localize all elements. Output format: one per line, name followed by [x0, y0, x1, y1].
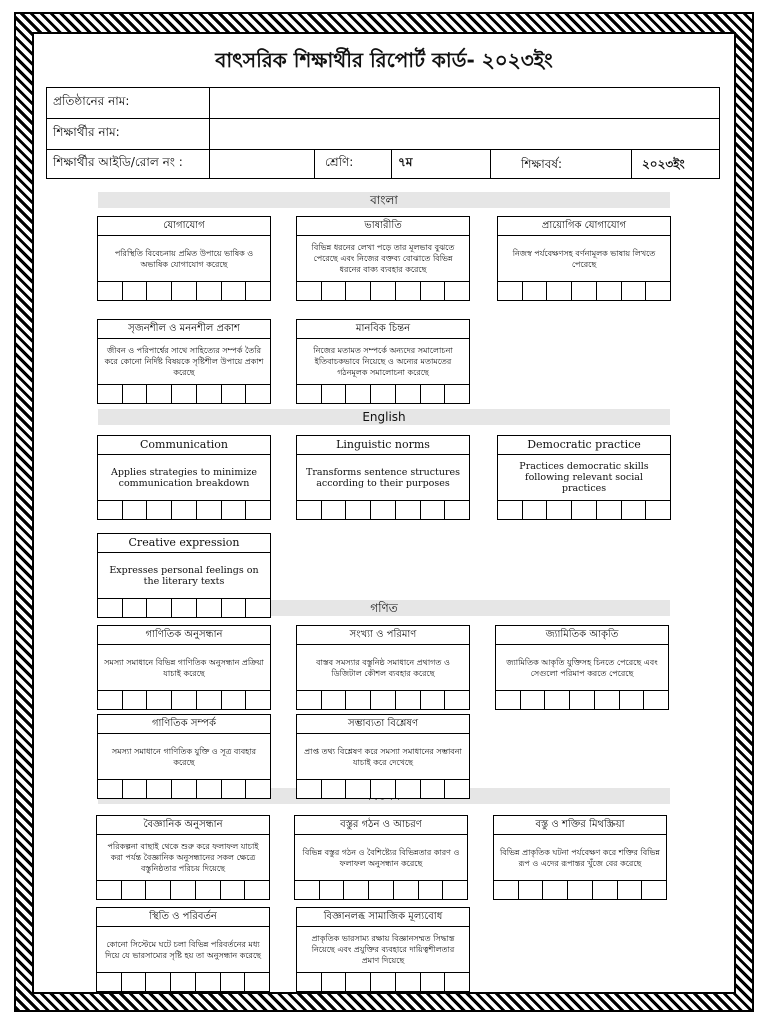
rating-cell[interactable] — [197, 780, 222, 798]
rating-cell[interactable] — [197, 385, 222, 403]
rating-cell[interactable] — [396, 780, 421, 798]
class-label: শ্রেণি: — [315, 150, 392, 179]
competency-title: Linguistic norms — [297, 436, 469, 455]
competency-title: সৃজনশীল ও মননশীল প্রকাশ — [98, 320, 270, 339]
student-id-field[interactable] — [210, 150, 315, 179]
competency-card — [96, 907, 270, 992]
rating-cell[interactable] — [246, 501, 270, 519]
rating-cell[interactable] — [646, 282, 670, 300]
competency-title: প্রায়োগিক যোগাযোগ — [498, 217, 670, 236]
section-bangla: বাংলা — [98, 192, 670, 208]
rating-cell[interactable] — [222, 780, 247, 798]
rating-cell[interactable] — [346, 282, 371, 300]
rating-cell[interactable] — [371, 385, 396, 403]
rating-cell[interactable] — [222, 599, 247, 617]
student-info-table — [46, 87, 720, 179]
competency-title: জ্যামিতিক আকৃতি — [496, 626, 668, 645]
competency-title: সম্ভাব্যতা বিশ্লেষণ — [297, 715, 469, 734]
rating-grid[interactable] — [98, 691, 270, 709]
rating-cell[interactable] — [147, 282, 172, 300]
rating-cell[interactable] — [421, 691, 446, 709]
competency-description: নিজস্ব পর্যবেক্ষণসহ বর্ণনামূলক ভাষায় লিখতে পেরেছে — [498, 236, 670, 282]
rating-grid[interactable] — [297, 501, 469, 519]
rating-cell[interactable] — [147, 385, 172, 403]
rating-cell[interactable] — [172, 780, 197, 798]
competency-card — [296, 907, 470, 992]
rating-cell[interactable] — [622, 282, 647, 300]
competency-card — [96, 815, 270, 900]
competency-card — [493, 815, 667, 900]
rating-grid[interactable] — [98, 282, 270, 300]
rating-cell[interactable] — [443, 881, 467, 899]
rating-grid[interactable] — [98, 501, 270, 519]
competency-card — [296, 625, 470, 710]
rating-cell[interactable] — [346, 385, 371, 403]
rating-grid[interactable] — [498, 501, 670, 519]
rating-cell[interactable] — [371, 691, 396, 709]
rating-cell[interactable] — [371, 780, 396, 798]
rating-cell[interactable] — [147, 599, 172, 617]
report-title: বাৎসরিক শিক্ষার্থীর রিপোর্ট কার্ড- ২০২৩ইং — [215, 48, 553, 72]
rating-cell[interactable] — [396, 691, 421, 709]
rating-cell[interactable] — [498, 501, 523, 519]
competency-description: বিভিন্ন ধরনের লেখা পড়ে তার মূলভাব বুঝতে পেরেছে এবং নিজের বক্তব্য বোঝাতে বিভিন্ন ধরনের বাক্য ব্যবহার করেছে — [297, 236, 469, 282]
rating-cell[interactable] — [98, 282, 123, 300]
rating-cell[interactable] — [622, 501, 647, 519]
rating-cell[interactable] — [97, 881, 122, 899]
rating-cell[interactable] — [221, 973, 246, 991]
rating-grid[interactable] — [98, 599, 270, 617]
competency-description: বিভিন্ন বস্তুর গঠন ও বৈশিষ্ট্যের বিভিন্নতার কারণ ও ফলাফল অনুসন্ধান করেছে — [295, 835, 467, 881]
rating-cell[interactable] — [147, 501, 172, 519]
rating-cell[interactable] — [547, 501, 572, 519]
competency-description: পরিকল্পনা বাছাই থেকে শুরু করে ফলাফল যাচাই করা পর্যন্ত বৈজ্ঞানিক অনুসন্ধানের সকল ক্ষেত্রে বস্তুনিষ্ঠতার পরিচয় দিয়েছে — [97, 835, 269, 881]
rating-cell[interactable] — [618, 881, 643, 899]
rating-cell[interactable] — [371, 282, 396, 300]
rating-cell[interactable] — [421, 973, 446, 991]
rating-cell[interactable] — [394, 881, 419, 899]
year-cell — [491, 150, 720, 179]
rating-cell[interactable] — [123, 282, 148, 300]
competency-card — [497, 216, 671, 301]
competency-card — [296, 714, 470, 799]
rating-cell[interactable] — [246, 282, 270, 300]
competency-title: Creative expression — [98, 534, 270, 553]
rating-cell[interactable] — [197, 501, 222, 519]
rating-grid[interactable] — [295, 881, 467, 899]
rating-cell[interactable] — [147, 691, 172, 709]
competency-card — [97, 714, 271, 799]
rating-cell[interactable] — [222, 501, 247, 519]
rating-cell[interactable] — [421, 385, 446, 403]
rating-cell[interactable] — [572, 501, 597, 519]
section-english: English — [98, 409, 670, 425]
rating-cell[interactable] — [197, 691, 222, 709]
rating-cell[interactable] — [246, 691, 270, 709]
rating-cell[interactable] — [322, 385, 347, 403]
rating-cell[interactable] — [642, 881, 666, 899]
competency-card — [296, 319, 470, 404]
rating-cell[interactable] — [396, 282, 421, 300]
rating-cell[interactable] — [572, 282, 597, 300]
rating-cell[interactable] — [98, 385, 123, 403]
competency-description: প্রাকৃতিক ভারসাম্য রক্ষায় বিজ্ঞানসম্মত সিদ্ধান্ত নিয়েছে এবং প্রযুক্তির ব্যবহারে দায়িত্বশীলতার প্রমাণ দিয়েছে — [297, 927, 469, 973]
competency-title: Democratic practice — [498, 436, 670, 455]
student-name-field[interactable] — [210, 119, 720, 150]
rating-cell[interactable] — [172, 282, 197, 300]
rating-cell[interactable] — [196, 881, 221, 899]
rating-cell[interactable] — [521, 691, 546, 709]
rating-cell[interactable] — [196, 973, 221, 991]
rating-cell[interactable] — [172, 691, 197, 709]
competency-description: কোনো সিস্টেমে ঘটে চলা বিভিন্ন পরিবর্তনের মধ্য দিয়ে যে ভারসাম্যের সৃষ্টি হয় তা অনুসন্ধান করেছে — [97, 927, 269, 973]
year-value: ২০২৩ইং — [642, 157, 685, 171]
rating-cell[interactable] — [147, 780, 172, 798]
rating-cell[interactable] — [295, 881, 320, 899]
competency-description: প্রাপ্ত তথ্য বিশ্লেষণ করে সমস্যা সমাধানের সম্ভাবনা যাচাই করে দেখেছে — [297, 734, 469, 780]
rating-cell[interactable] — [297, 973, 322, 991]
competency-card — [296, 216, 470, 301]
competency-card — [495, 625, 669, 710]
competency-title: বিজ্ঞানলব্ধ সামাজিক মূল্যবোধ — [297, 908, 469, 927]
rating-cell[interactable] — [445, 501, 469, 519]
rating-cell[interactable] — [222, 691, 247, 709]
year-label: শিক্ষাবর্ষ: — [491, 150, 632, 178]
student-id-label: শিক্ষার্থীর আইডি/রোল নং : — [47, 150, 210, 179]
rating-cell[interactable] — [197, 599, 222, 617]
competency-title: বস্তু ও শক্তির মিথস্ক্রিয়া — [494, 816, 666, 835]
rating-grid[interactable] — [297, 691, 469, 709]
competency-description: Expresses personal feelings on the literary texts — [98, 553, 270, 599]
rating-cell[interactable] — [122, 973, 147, 991]
rating-cell[interactable] — [297, 385, 322, 403]
competency-card — [97, 435, 271, 520]
rating-cell[interactable] — [222, 385, 247, 403]
rating-cell[interactable] — [297, 282, 322, 300]
rating-cell[interactable] — [123, 385, 148, 403]
rating-cell[interactable] — [146, 881, 171, 899]
competency-description: Practices democratic skills following relevant social practices — [498, 455, 670, 501]
rating-cell[interactable] — [171, 881, 196, 899]
competency-title: গাণিতিক সম্পর্ক — [98, 715, 270, 734]
rating-cell[interactable] — [346, 501, 371, 519]
competency-title: মানবিক চিন্তন — [297, 320, 469, 339]
rating-cell[interactable] — [123, 691, 148, 709]
rating-cell[interactable] — [547, 282, 572, 300]
rating-cell[interactable] — [98, 599, 123, 617]
rating-cell[interactable] — [445, 282, 469, 300]
rating-cell[interactable] — [246, 599, 270, 617]
class-value: ৭ম — [392, 150, 491, 179]
competency-card — [97, 533, 271, 618]
rating-grid[interactable] — [498, 282, 670, 300]
rating-cell[interactable] — [595, 691, 620, 709]
rating-cell[interactable] — [445, 780, 469, 798]
rating-cell[interactable] — [371, 501, 396, 519]
student-name-label: শিক্ষার্থীর নাম: — [47, 119, 210, 150]
rating-cell[interactable] — [98, 691, 123, 709]
rating-cell[interactable] — [98, 501, 123, 519]
rating-cell[interactable] — [346, 691, 371, 709]
rating-cell[interactable] — [597, 282, 622, 300]
rating-cell[interactable] — [246, 385, 270, 403]
competency-title: গাণিতিক অনুসন্ধান — [98, 626, 270, 645]
rating-cell[interactable] — [419, 881, 444, 899]
rating-cell[interactable] — [597, 501, 622, 519]
competency-title: যোগাযোগ — [98, 217, 270, 236]
rating-cell[interactable] — [570, 691, 595, 709]
competency-card — [296, 435, 470, 520]
competency-title: বস্তুর গঠন ও আচরণ — [295, 816, 467, 835]
rating-grid[interactable] — [297, 282, 469, 300]
rating-cell[interactable] — [172, 385, 197, 403]
rating-cell[interactable] — [543, 881, 568, 899]
rating-cell[interactable] — [123, 501, 148, 519]
rating-cell[interactable] — [421, 780, 446, 798]
rating-cell[interactable] — [297, 691, 322, 709]
rating-cell[interactable] — [322, 282, 347, 300]
competency-title: বৈজ্ঞানিক অনুসন্ধান — [97, 816, 269, 835]
competency-title: ভাষারীতি — [297, 217, 469, 236]
rating-cell[interactable] — [568, 881, 593, 899]
rating-cell[interactable] — [646, 501, 670, 519]
competency-description: পরিস্থিতি বিবেচনায় প্রমিত উপায়ে ভাষিক ও অভাষিক যোগাযোগ করেছে — [98, 236, 270, 282]
rating-cell[interactable] — [122, 881, 147, 899]
rating-cell[interactable] — [222, 282, 247, 300]
institution-field[interactable] — [210, 88, 720, 119]
rating-cell[interactable] — [172, 501, 197, 519]
competency-title: স্থিতি ও পরিবর্তন — [97, 908, 269, 927]
rating-cell[interactable] — [519, 881, 544, 899]
rating-cell[interactable] — [371, 973, 396, 991]
rating-cell[interactable] — [322, 691, 347, 709]
rating-cell[interactable] — [396, 973, 421, 991]
rating-cell[interactable] — [245, 973, 269, 991]
rating-cell[interactable] — [496, 691, 521, 709]
section-math: গণিত — [98, 600, 670, 616]
rating-cell[interactable] — [322, 780, 347, 798]
rating-cell[interactable] — [197, 282, 222, 300]
rating-cell[interactable] — [421, 282, 446, 300]
rating-cell[interactable] — [344, 881, 369, 899]
rating-cell[interactable] — [297, 501, 322, 519]
competency-card — [97, 319, 271, 404]
rating-grid[interactable] — [98, 780, 270, 798]
rating-grid[interactable] — [297, 385, 469, 403]
rating-cell[interactable] — [445, 973, 469, 991]
rating-grid[interactable] — [98, 385, 270, 403]
rating-cell[interactable] — [494, 881, 519, 899]
competency-description: জ্যামিতিক আকৃতি যুক্তিসহ চিনতে পেরেছে এবং সেগুলো পরিমাপ করতে পেরেছে — [496, 645, 668, 691]
competency-description: বিভিন্ন প্রাকৃতিক ঘটনা পর্যবেক্ষণ করে শক্তির বিভিন্ন রূপ ও এদের রূপান্তর খুঁজে বের করেছে — [494, 835, 666, 881]
rating-cell[interactable] — [620, 691, 645, 709]
rating-cell[interactable] — [320, 881, 345, 899]
rating-cell[interactable] — [445, 385, 469, 403]
rating-cell[interactable] — [369, 881, 394, 899]
rating-cell[interactable] — [498, 282, 523, 300]
rating-cell[interactable] — [644, 691, 668, 709]
institution-label: প্রতিষ্ঠানের নাম: — [47, 88, 210, 119]
rating-cell[interactable] — [322, 973, 347, 991]
rating-cell[interactable] — [346, 973, 371, 991]
rating-cell[interactable] — [421, 501, 446, 519]
competency-description: সমস্যা সমাধানে গাণিতিক যুক্তি ও সূত্র ব্যবহার করেছে — [98, 734, 270, 780]
competency-card — [97, 625, 271, 710]
rating-grid[interactable] — [496, 691, 668, 709]
competency-description: বাস্তব সমস্যার বস্তুনিষ্ঠ সমাধানে প্রথাগত ও ডিজিটাল কৌশল ব্যবহার করেছে — [297, 645, 469, 691]
competency-description: Applies strategies to minimize communication breakdown — [98, 455, 270, 501]
competency-description: Transforms sentence structures according to their purposes — [297, 455, 469, 501]
competency-description: সমস্যা সমাধানে বিভিন্ন গাণিতিক অনুসন্ধান প্রক্রিয়া যাচাই করেছে — [98, 645, 270, 691]
rating-cell[interactable] — [221, 881, 246, 899]
competency-card — [497, 435, 671, 520]
competency-description: নিজের মতামত সম্পর্কে অন্যদের সমালোচনা ইতিবাচকভাবে নিয়েছে ও অন্যের মতামতের গঠনমূলক সমালোচনা করেছে — [297, 339, 469, 385]
rating-cell[interactable] — [396, 385, 421, 403]
rating-cell[interactable] — [123, 599, 148, 617]
competency-title: Communication — [98, 436, 270, 455]
rating-cell[interactable] — [172, 599, 197, 617]
rating-grid[interactable] — [97, 881, 269, 899]
rating-cell[interactable] — [98, 780, 123, 798]
rating-cell[interactable] — [523, 282, 548, 300]
rating-cell[interactable] — [123, 780, 148, 798]
rating-cell[interactable] — [146, 973, 171, 991]
rating-cell[interactable] — [593, 881, 618, 899]
rating-cell[interactable] — [97, 973, 122, 991]
rating-grid[interactable] — [494, 881, 666, 899]
rating-cell[interactable] — [246, 780, 270, 798]
rating-cell[interactable] — [171, 973, 196, 991]
rating-cell[interactable] — [523, 501, 548, 519]
rating-cell[interactable] — [297, 780, 322, 798]
rating-grid[interactable] — [297, 973, 469, 991]
competency-card — [294, 815, 468, 900]
rating-grid[interactable] — [297, 780, 469, 798]
rating-cell[interactable] — [346, 780, 371, 798]
rating-cell[interactable] — [245, 881, 269, 899]
competency-card — [97, 216, 271, 301]
rating-cell[interactable] — [322, 501, 347, 519]
rating-cell[interactable] — [445, 691, 469, 709]
rating-cell[interactable] — [545, 691, 570, 709]
competency-title: সংখ্যা ও পরিমাণ — [297, 626, 469, 645]
rating-cell[interactable] — [396, 501, 421, 519]
rating-grid[interactable] — [97, 973, 269, 991]
competency-description: জীবন ও পরিপার্শ্বের সাথে সাহিত্যের সম্পর্ক তৈরি করে কোনো নির্দিষ্ট বিষয়কে সৃষ্টিশীল উপায়ে প্রকাশ করেছে — [98, 339, 270, 385]
